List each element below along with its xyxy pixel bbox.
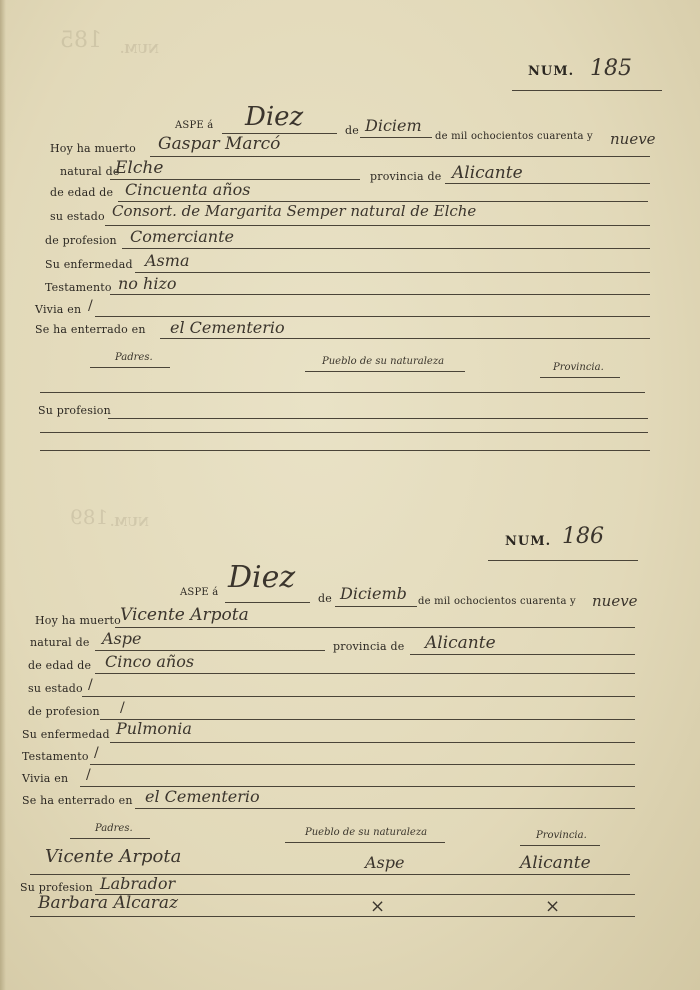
testamento-dash: / (94, 745, 99, 761)
month: Diciem (365, 116, 422, 135)
enterrado-line (135, 808, 635, 809)
enterrado: el Cementerio (170, 318, 285, 337)
testamento-label: Testamento (45, 281, 112, 294)
mother-pueblo-dash: ⨯ (370, 896, 386, 917)
provincia-header: Provincia. (553, 362, 604, 373)
enterrado-label: Se ha enterrado en (22, 794, 133, 807)
estado-label: su estado (28, 682, 83, 695)
profesion-dash: / (120, 700, 125, 716)
su-profesion: Labrador (100, 874, 176, 893)
estado: Consort. de Margarita Semper natural de Elche (112, 202, 477, 220)
entry-number-label: NUM. (528, 64, 575, 79)
vivia-line (95, 316, 650, 317)
month: Diciemb (340, 584, 407, 603)
year-text: de mil ochocientos cuarenta y (418, 596, 576, 607)
profesion-line (122, 248, 650, 249)
de-label: de (318, 592, 332, 605)
pueblo-underline (285, 842, 445, 843)
natural-line (95, 650, 325, 651)
provincia-header: Provincia. (536, 830, 587, 841)
edad-label: de edad de (28, 659, 92, 672)
name-line (150, 156, 650, 157)
aspe-label: ASPE á (180, 587, 219, 598)
padres-header: Padres. (95, 823, 133, 834)
bleed-through-num-2: NUM. (110, 515, 149, 529)
testamento-label: Testamento (22, 750, 89, 763)
enfermedad-line (135, 272, 650, 273)
enterrado-label: Se ha enterrado en (35, 323, 146, 336)
bleed-through-number-2: 189 (70, 505, 109, 529)
year-handwritten: nueve (592, 592, 638, 610)
enterrado-line (160, 338, 650, 339)
estado-label: su estado (50, 210, 105, 223)
vivia-label: Vivia en (35, 303, 82, 316)
hoy-label: Hoy ha muerto (50, 142, 136, 155)
mother-line (30, 916, 635, 917)
padres-header: Padres. (115, 352, 153, 363)
edad-label: de edad de (50, 186, 114, 199)
su-profesion-line (108, 418, 648, 419)
provincia-label: provincia de (333, 640, 405, 653)
enfermedad-label: Su enfermedad (45, 258, 133, 271)
su-profesion-label: Su profesion (38, 404, 111, 417)
month-line (335, 606, 417, 607)
profesion-label: de profesion (28, 705, 100, 718)
edad-line (95, 673, 635, 674)
bleed-through-num: NUM. (120, 42, 159, 56)
provincia-label: provincia de (370, 170, 442, 183)
natural-label: natural de (60, 165, 120, 178)
su-profesion-label: Su profesion (20, 881, 93, 894)
estado-line (105, 225, 650, 226)
mother-line (40, 432, 648, 433)
enterrado: el Cementerio (145, 787, 260, 806)
testamento: no hizo (118, 274, 177, 293)
entry-end-line (40, 450, 650, 451)
provincia: Alicante (452, 163, 523, 183)
number-underline (488, 560, 638, 561)
enfermedad-line (110, 742, 635, 743)
entry-number: 185 (590, 56, 632, 81)
month-line (360, 137, 432, 138)
entry-number: 186 (562, 524, 604, 549)
father-name: Vicente Arpota (45, 846, 182, 867)
testamento-line (90, 764, 635, 765)
number-underline (512, 90, 662, 91)
mother-name: Barbara Alcaraz (38, 893, 179, 913)
day: Diez (228, 560, 296, 595)
testamento-line (110, 294, 650, 295)
father-pueblo: Aspe (365, 853, 405, 872)
bleed-through-number: 185 (60, 28, 102, 53)
estado-line (82, 696, 635, 697)
vivia-label: Vivia en (22, 772, 69, 785)
name-line (115, 627, 635, 628)
enfermedad: Asma (145, 251, 190, 270)
father-provincia: Alicante (520, 853, 591, 873)
provincia-line (445, 183, 650, 184)
padres-underline (70, 838, 150, 839)
profesion: Comerciante (130, 227, 234, 246)
aspe-label: ASPE á (175, 120, 214, 131)
provincia-line (410, 654, 635, 655)
pueblo-underline (305, 371, 465, 372)
day-line (225, 602, 310, 603)
padres-underline (90, 367, 170, 368)
deceased-name: Gaspar Marcó (158, 134, 281, 154)
natural-place: Aspe (102, 629, 142, 648)
day: Diez (245, 102, 304, 132)
profesion-label: de profesion (45, 234, 117, 247)
provincia: Alicante (425, 633, 496, 653)
year-text: de mil ochocientos cuarenta y (435, 131, 593, 142)
mother-provincia-dash: ⨯ (545, 896, 561, 917)
de-label: de (345, 124, 359, 137)
vivia-dash: / (86, 767, 91, 783)
vivia-dash: / (88, 298, 93, 314)
estado-dash: / (88, 677, 93, 693)
father-line (40, 392, 645, 393)
deceased-name: Vicente Arpota (120, 605, 249, 625)
provincia-underline (540, 377, 620, 378)
year-handwritten: nueve (610, 130, 656, 148)
page-edge (0, 0, 6, 990)
pueblo-header: Pueblo de su naturaleza (322, 356, 445, 367)
natural-label: natural de (30, 636, 90, 649)
provincia-underline (520, 845, 600, 846)
hoy-label: Hoy ha muerto (35, 614, 121, 627)
entry-number-label: NUM. (505, 534, 552, 549)
natural-place: Elche (115, 158, 164, 178)
edad: Cincuenta años (125, 180, 251, 199)
edad: Cinco años (105, 652, 195, 671)
enfermedad: Pulmonia (116, 719, 192, 738)
pueblo-header: Pueblo de su naturaleza (305, 827, 428, 838)
enfermedad-label: Su enfermedad (22, 728, 110, 741)
